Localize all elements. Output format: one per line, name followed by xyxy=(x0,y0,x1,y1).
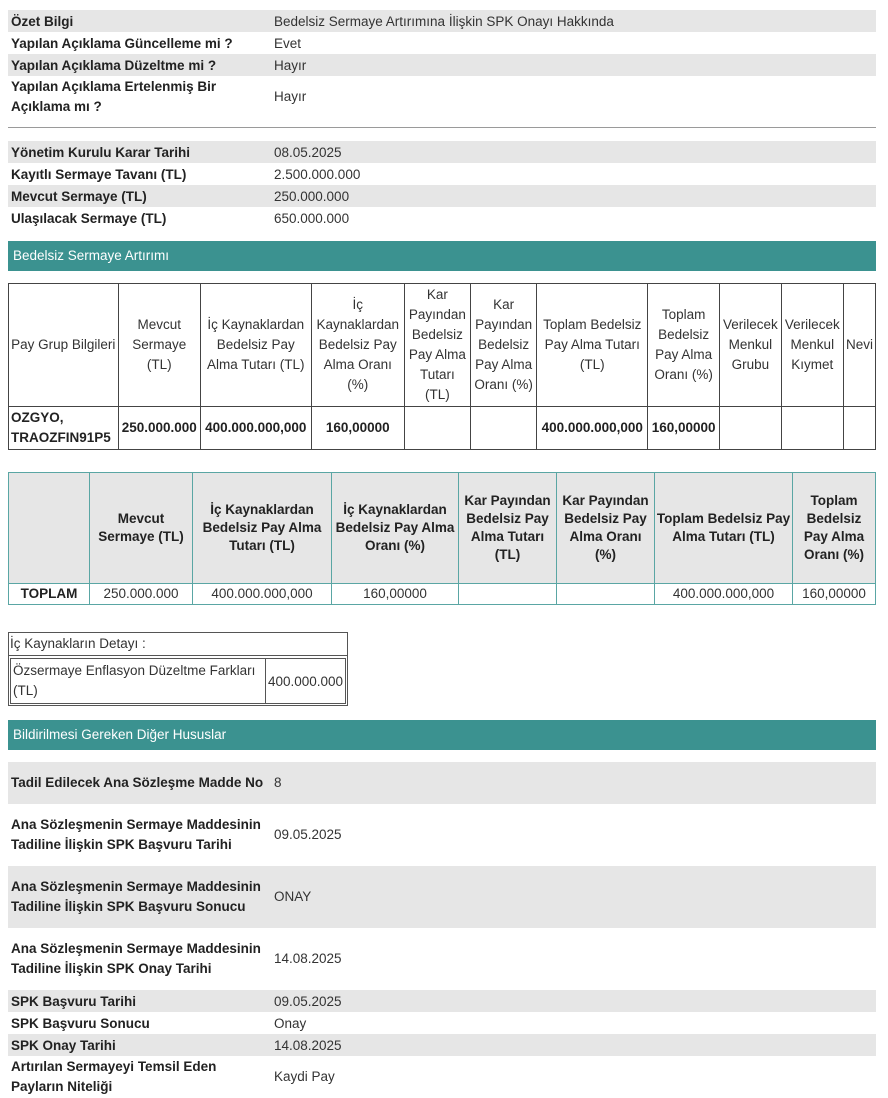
group-header: İç Kaynaklardan Bedelsiz Pay Alma Tutarı (TL) xyxy=(200,284,311,407)
group-cell: 250.000.000 xyxy=(118,407,200,450)
amend-approval-date-label: Ana Sözleşmenin Sermaye Maddesinin Tadiline İlişkin SPK Onay Tarihi xyxy=(11,941,261,976)
spk-application-result-value: Onay xyxy=(274,1015,307,1031)
total-label: TOPLAM xyxy=(9,584,90,605)
capital-ceiling-value: 2.500.000.000 xyxy=(274,166,361,182)
amend-approval-date-value: 14.08.2025 xyxy=(274,951,342,966)
internal-sources-label: Özsermaye Enflasyon Düzeltme Farkları (TL) xyxy=(11,659,266,703)
section-title: Bildirilmesi Gereken Diğer Hususlar xyxy=(8,720,876,750)
group-header: Mevcut Sermaye (TL) xyxy=(118,284,200,407)
group-cell: 400.000.000,000 xyxy=(537,407,648,450)
total-cell: 250.000.000 xyxy=(90,584,193,605)
group-cell xyxy=(470,407,537,450)
total-table xyxy=(8,472,876,605)
total-header: Kar Payından Bedelsiz Pay Alma Oranı (%) xyxy=(557,473,655,584)
group-cell: 400.000.000,000 xyxy=(200,407,311,450)
group-cell xyxy=(843,407,875,450)
group-header: Toplam Bedelsiz Pay Alma Tutarı (TL) xyxy=(537,284,648,407)
group-cell: 160,00000 xyxy=(311,407,404,450)
group-header: Kar Payından Bedelsiz Pay Alma Oranı (%) xyxy=(470,284,537,407)
divider xyxy=(8,127,876,128)
total-header: İç Kaynaklardan Bedelsiz Pay Alma Oranı (%) xyxy=(332,473,459,584)
total-header: İç Kaynaklardan Bedelsiz Pay Alma Tutarı (TL) xyxy=(193,473,332,584)
target-capital-label: Ulaşılacak Sermaye (TL) xyxy=(11,210,167,226)
group-header: Toplam Bedelsiz Pay Alma Oranı (%) xyxy=(648,284,720,407)
target-capital-value: 650.000.000 xyxy=(274,210,350,226)
current-capital-value: 250.000.000 xyxy=(268,185,876,207)
board-date-value: 08.05.2025 xyxy=(268,141,876,163)
board-table xyxy=(8,141,876,229)
group-header: Nevi xyxy=(843,284,875,407)
amend-application-result-label: Ana Sözleşmenin Sermaye Maddesinin Tadiline İlişkin SPK Başvuru Sonucu xyxy=(8,866,268,928)
summary-value: Bedelsiz Sermaye Artırımına İlişkin SPK Onayı Hakkında xyxy=(268,10,876,32)
total-cell xyxy=(557,584,655,605)
board-date-label: Yönetim Kurulu Karar Tarihi xyxy=(8,141,268,163)
summary-label: Özet Bilgi xyxy=(8,10,268,32)
article-no-value: 8 xyxy=(268,762,876,804)
other-matters-table xyxy=(8,762,876,1098)
spk-approval-date-label: SPK Onay Tarihi xyxy=(8,1034,268,1056)
group-header: Verilecek Menkul Kıymet xyxy=(781,284,843,407)
spk-application-date-value: 09.05.2025 xyxy=(268,990,876,1012)
deferred-value: Hayır xyxy=(274,89,307,104)
summary-table xyxy=(8,10,876,118)
group-cell xyxy=(781,407,843,450)
correction-value: Hayır xyxy=(268,54,876,76)
share-type-label: Artırılan Sermayeyi Temsil Eden Payların Niteliği xyxy=(11,1059,217,1094)
total-cell: 400.000.000,000 xyxy=(193,584,332,605)
group-header: Pay Grup Bilgileri xyxy=(9,284,119,407)
total-header: Toplam Bedelsiz Pay Alma Tutarı (TL) xyxy=(655,473,793,584)
group-header: İç Kaynaklardan Bedelsiz Pay Alma Oranı (%) xyxy=(311,284,404,407)
total-cell: 160,00000 xyxy=(332,584,459,605)
total-cell: 160,00000 xyxy=(793,584,876,605)
group-header: Kar Payından Bedelsiz Pay Alma Tutarı (TL) xyxy=(404,284,470,407)
total-header: Toplam Bedelsiz Pay Alma Oranı (%) xyxy=(793,473,876,584)
correction-label: Yapılan Açıklama Düzeltme mi ? xyxy=(8,54,268,76)
group-table xyxy=(8,283,876,450)
current-capital-label: Mevcut Sermaye (TL) xyxy=(8,185,268,207)
spk-application-result-label: SPK Başvuru Sonucu xyxy=(11,1015,150,1031)
group-cell: OZGYO, TRAOZFIN91P5 xyxy=(9,407,119,450)
spk-application-date-label: SPK Başvuru Tarihi xyxy=(8,990,268,1012)
group-cell: 160,00000 xyxy=(648,407,720,450)
amend-application-result-value: ONAY xyxy=(268,866,876,928)
amend-application-date-value: 09.05.2025 xyxy=(274,827,342,842)
amend-application-date-label: Ana Sözleşmenin Sermaye Maddesinin Tadiline İlişkin SPK Başvuru Tarihi xyxy=(11,817,261,852)
internal-sources-box xyxy=(8,632,348,706)
section-title: Bedelsiz Sermaye Artırımı xyxy=(8,241,876,271)
total-header xyxy=(9,473,90,584)
group-cell xyxy=(720,407,781,450)
internal-sources-title: İç Kaynakların Detayı : xyxy=(9,633,347,656)
internal-sources-value: 400.000.000 xyxy=(267,673,344,689)
capital-ceiling-label: Kayıtlı Sermaye Tavanı (TL) xyxy=(11,166,187,182)
spk-approval-date-value: 14.08.2025 xyxy=(268,1034,876,1056)
disclosure-page xyxy=(8,0,876,1098)
share-type-value: Kaydi Pay xyxy=(274,1069,335,1084)
total-header: Mevcut Sermaye (TL) xyxy=(90,473,193,584)
total-header: Kar Payından Bedelsiz Pay Alma Tutarı (TL) xyxy=(459,473,557,584)
group-cell xyxy=(404,407,470,450)
group-header: Verilecek Menkul Grubu xyxy=(720,284,781,407)
deferred-label: Yapılan Açıklama Ertelenmiş Bir Açıklama mı ? xyxy=(11,79,217,114)
article-no-label: Tadil Edilecek Ana Sözleşme Madde No xyxy=(8,762,268,804)
total-cell xyxy=(459,584,557,605)
update-value: Evet xyxy=(274,35,302,51)
total-cell: 400.000.000,000 xyxy=(655,584,793,605)
internal-sources-row xyxy=(10,658,346,704)
update-label: Yapılan Açıklama Güncelleme mi ? xyxy=(11,35,233,51)
